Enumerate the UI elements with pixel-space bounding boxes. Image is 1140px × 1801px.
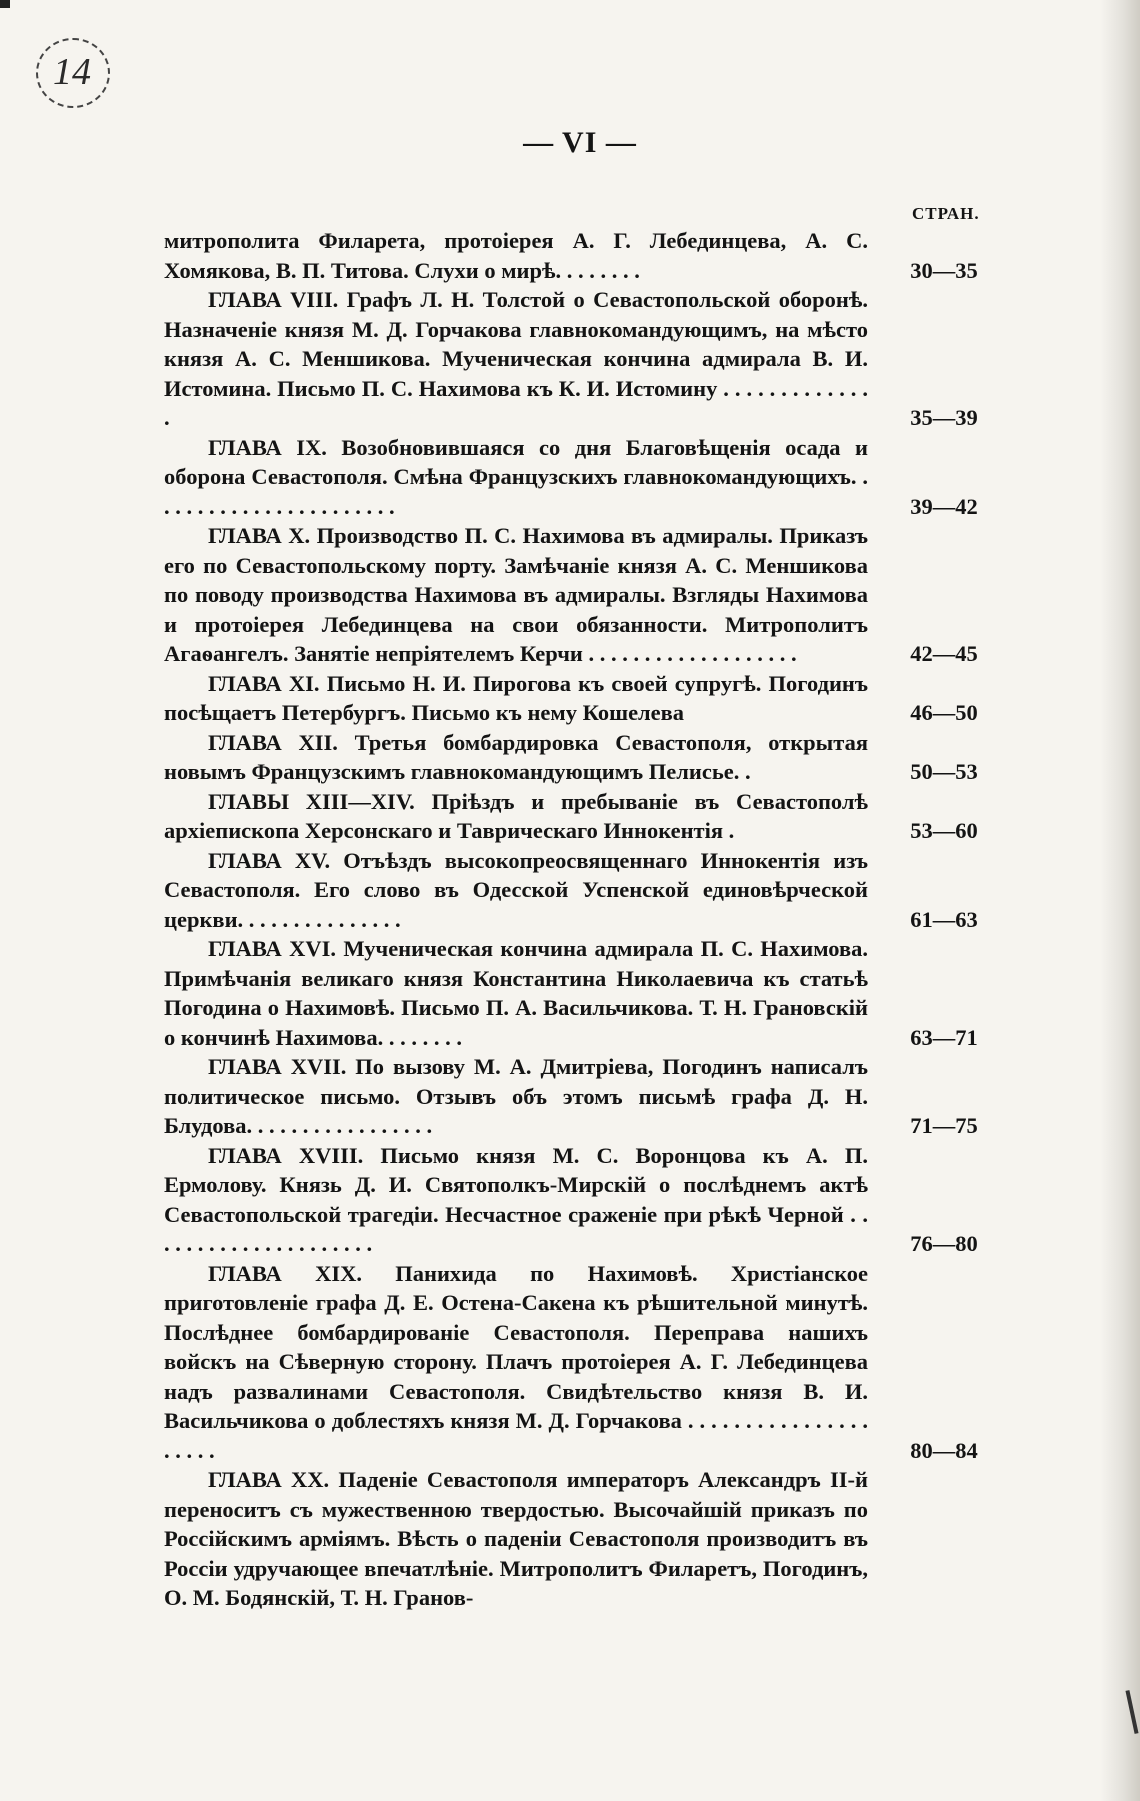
toc-entry-pages: 30—35 — [910, 257, 978, 283]
toc-entry-chapter-9 — [164, 433, 1004, 522]
toc-entry-chapter-15 — [164, 846, 1004, 935]
page-header: — VI — — [523, 126, 637, 159]
toc-entry-pages: 35—39 — [910, 405, 978, 430]
toc-entry-continuation — [164, 226, 1004, 285]
toc-entry-text: ГЛАВА XIX. Панихида по Нахимовѣ. Христіанское приготовленіе графа Д. Е. Остена-Сакена къ рѣшительной минутѣ. Послѣднее бомбардированіе Севастополя. Переправа нашихъ войскъ на Сѣверную сторону. Плачъ протоіерея А. Г. Лебединцева надъ развалинами Севастополя. Свидѣтельство князя В. И. Васильчикова о доблестяхъ князя М. Д. Горчакова . . . . . . . . . . . . . . . . . . . . . — [164, 1260, 868, 1463]
toc-entry-text: ГЛАВА XVI. Мученическая кончина адмирала П. С. Нахимова. Примѣчанія великаго князя Константина Николаевича къ статьѣ Погодина о Нахимовѣ. Письмо П. А. Васильчикова. Т. Н. Грановскій о кончинѣ Нахимова. . . . . . . . — [164, 936, 868, 1050]
toc-entry-text: ГЛАВА XII. Третья бомбардировка Севастополя, открытая новымъ Французскимъ главнокомандующимъ Пелисье. . — [164, 729, 868, 784]
toc-entry-chapter-20 — [164, 1465, 1004, 1613]
toc-entry-pages: 50—53 — [910, 759, 978, 784]
toc-entry-pages: 46—50 — [910, 700, 978, 725]
toc-entry-text: ГЛАВА IX. Возобновившаяся со дня Благовѣщенія осада и оборона Севастополя. Смѣна Французскихъ главнокомандующихъ. . . . . . . . . . . . . . . . . . . . . . . — [164, 434, 868, 519]
toc-entry-text: ГЛАВА XV. Отъѣздъ высокопреосвященнаго Иннокентія изъ Севастополя. Его слово въ Одесской Успенской единовѣрческой церкви. . . . . . . . . . . . . . . — [164, 847, 868, 932]
page-edge-shadow — [1100, 0, 1140, 1801]
toc-entry-text: ГЛАВА VIII. Графъ Л. Н. Толстой о Севастопольской оборонѣ. Назначеніе князя М. Д. Горчакова главнокомандующимъ, на мѣсто князя А. С. Меншикова. Мученическая кончина адмирала В. И. Истомина. Письмо П. С. Нахимова къ К. И. Истомину . . . . . . . . . . . . . . — [164, 287, 868, 430]
toc-entry-pages: 53—60 — [910, 818, 978, 843]
folio-number: 14 — [53, 51, 91, 93]
toc-entry-pages: 63—71 — [910, 1024, 978, 1050]
toc-entry-text: ГЛАВЫ XIII—XIV. Пріѣздъ и пребываніе въ Севастополѣ архіепископа Херсонскаго и Таврическаго Иннокентія . — [164, 788, 868, 843]
toc-entry-pages: 71—75 — [910, 1113, 978, 1138]
toc-entry-text: ГЛАВА XVII. По вызову М. А. Дмитріева, Погодинъ написалъ политическое письмо. Отзывъ объ этомъ письмѣ графа Д. Н. Блудова. . . . . . . . . . . . . . . . . — [164, 1054, 868, 1138]
toc-entry-chapter-18 — [164, 1141, 1004, 1259]
toc-entry-text: митрополита Филарета, протоіерея А. Г. Лебединцева, А. С. Хомякова, В. П. Титова. Слухи о мирѣ. . . . . . . . — [164, 228, 868, 283]
toc-entry-pages: 42—45 — [910, 641, 978, 666]
pages-column-label: СТРАН. — [912, 204, 980, 223]
toc-entry-chapter-12 — [164, 728, 1004, 787]
toc-entry-chapters-13-14 — [164, 787, 1004, 846]
toc-entry-text: ГЛАВА X. Производство П. С. Нахимова въ адмиралы. Приказъ его по Севастопольскому порту. Замѣчаніе князя А. С. Меншикова по поводу производства Нахимова въ адмиралы. Взгляды Нахимова и протоіерея Лебединцева на свои обязанности. Митрополитъ Агаѳангелъ. Занятіе непріятелемъ Керчи . . . . . . . . . . . . . . . . . . . — [164, 523, 868, 666]
toc-entry-pages: 80—84 — [910, 1437, 978, 1463]
toc-entry-chapter-10 — [164, 521, 1004, 669]
toc-entry-pages: 39—42 — [910, 493, 978, 519]
table-of-contents — [164, 226, 1004, 1613]
toc-entry-chapter-19 — [164, 1259, 1004, 1466]
toc-entry-pages: 76—80 — [910, 1231, 978, 1256]
toc-entry-chapter-16 — [164, 934, 1004, 1052]
toc-entry-chapter-8 — [164, 285, 1004, 433]
toc-entry-pages: 61—63 — [910, 906, 978, 932]
toc-entry-chapter-17 — [164, 1052, 1004, 1141]
toc-entry-text: ГЛАВА XX. Паденіе Севастополя императоръ Александръ II-й переноситъ съ мужественною твердостью. Высочайшій приказъ по Россійскимъ арміямъ. Вѣсть о паденіи Севастополя производитъ въ Россіи удручающее впечатлѣніе. Митрополитъ Филаретъ, Погодинъ, О. М. Бодянскій, Т. Н. Гранов- — [164, 1467, 868, 1610]
scan-edge-mark — [0, 0, 10, 8]
toc-entry-text: ГЛАВА XI. Письмо Н. И. Пирогова къ своей супругѣ. Погодинъ посѣщаетъ Петербургъ. Письмо къ нему Кошелева — [164, 670, 868, 725]
toc-entry-chapter-11 — [164, 669, 1004, 728]
toc-entry-text: ГЛАВА XVIII. Письмо князя М. С. Воронцова къ А. П. Ермолову. Князь Д. И. Святополкъ-Мирскій о послѣднемъ актѣ Севастопольской трагедіи. Несчастное сраженіе при рѣкѣ Черной . . . . . . . . . . . . . . . . . . . . . — [164, 1142, 868, 1256]
